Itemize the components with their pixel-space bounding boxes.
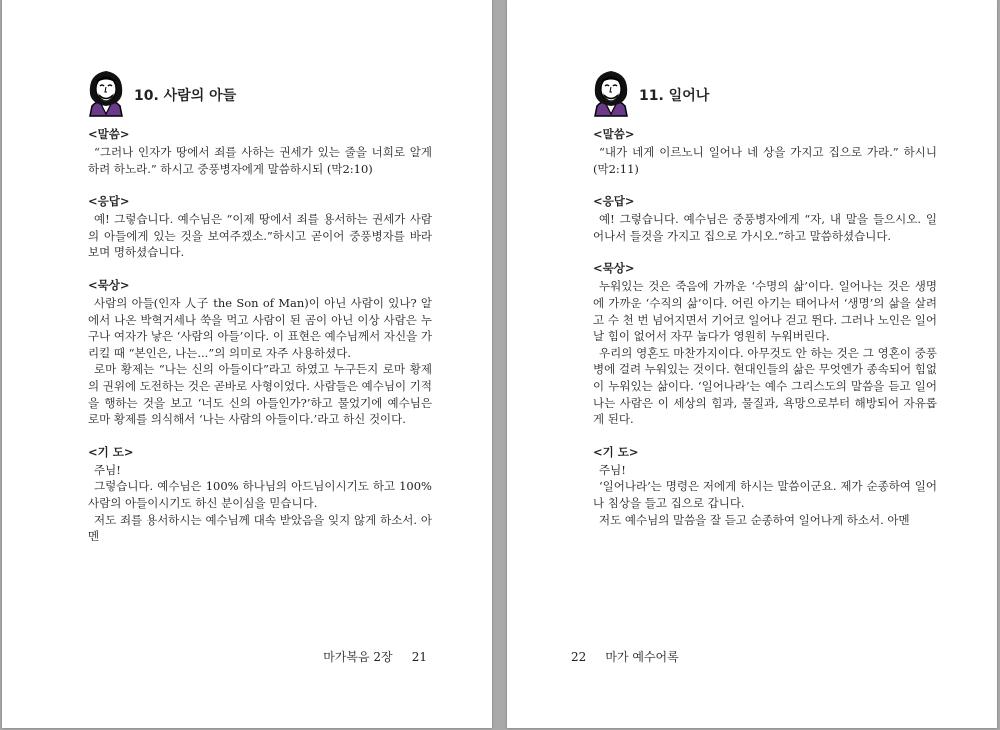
section-label: <응답>: [593, 194, 635, 209]
chapter-body: [593, 124, 937, 542]
paragraph: ‘일어나라’는 명령은 저에게 하시는 말씀이군요. 제가 순종하여 일어나 침상을 들고 집으로 갑니다.: [593, 479, 937, 510]
section-label: <묵상>: [593, 261, 635, 276]
section-meditation: [88, 275, 432, 428]
paragraph: 예! 그렇습니다. 예수님은 “이제 땅에서 죄를 용서하는 권세가 사람의 아들에게 있는 것을 보여주겠소.”하시고 곧이어 중풍병자를 바라보며 명하셨습니다.: [88, 212, 432, 260]
paragraph: 사람의 아들(인자 人子 the Son of Man)이 아닌 사람이 있나? 알에서 나온 박혁거세나 쑥을 먹고 사람이 된 곰이 아닌 이상 사람은 누구나 여자가 낳은 ‘사람의 아들’이다. 이 표현은 예수님께서 자신을 가리킬 때 “본인은, 나는...”의 의미로 자주 사용하셨다.: [88, 295, 432, 360]
paragraph: “내가 네게 이르노니 일어나 네 상을 가지고 집으로 가라.” 하시니 (막2:11): [593, 145, 937, 176]
paragraph: 예! 그렇습니다. 예수님은 중풍병자에게 “자, 내 말을 들으시오. 일어나서 들것을 가지고 집으로 가시오.”하고 말씀하셨습니다.: [593, 212, 937, 243]
section-label: <말씀>: [593, 127, 635, 141]
jesus-face-icon: [82, 68, 132, 118]
section-word: [88, 124, 432, 177]
section-response: [88, 191, 432, 261]
section-word: [593, 124, 937, 177]
paragraph: 저도 죄를 용서하시는 예수님께 대속 받았음을 잊지 않게 하소서. 아멘: [88, 512, 432, 544]
section-label: <말씀>: [88, 127, 130, 141]
paragraph: 우리의 영혼도 마찬가지이다. 아무것도 안 하는 것은 그 영혼이 중풍병에 걸려 누워있는 것이다. 현대인들의 삶은 무엇엔가 종속되어 힘없이 누워있는 삶이다. ‘일어나라’는 예수 그리스도의 말씀을 듣고 일어나는 사람은 이 세상의 힘과, 물질과, 욕망으로부터 해방되어 자유롭게 된다.: [593, 345, 937, 427]
chapter-body: [88, 124, 432, 559]
page-footer: [571, 648, 679, 665]
footer-book: 마가 예수어록: [605, 650, 679, 664]
paragraph: 로마 황제는 “나는 신의 아들이다”라고 하였고 누구든지 로마 황제의 권위에 도전하는 것은 곧바로 사형이었다. 사람들은 예수님이 기적을 행하는 것을 보고 ‘너도 신의 아들인가?’하고 물었기에 예수님은 로마 황제를 의식해서 ‘나는 사람의 아들이다.’라고 하신 것이다.: [88, 362, 432, 427]
section-label: <묵상>: [88, 277, 130, 292]
section-label: <응답>: [88, 194, 130, 209]
paragraph: 그렇습니다. 예수님은 100% 하나님의 아드님이시기도 하고 100% 사람의 아들이시기도 하신 분이심을 믿습니다.: [88, 479, 432, 510]
paragraph: 주님!: [94, 462, 121, 477]
paragraph: 누워있는 것은 죽음에 가까운 ‘수명의 삶’이다. 일어나는 것은 생명에 가까운 ‘수직의 삶’이다. 어린 아기는 태어나서 ‘생명’의 삶을 살려고 수 천 번 넘어지면서 기어코 일어나 걷고 뛴다. 그러나 노인은 일어날 힘이 없어서 자꾸 눕다가 영원히 누워버린다.: [593, 279, 937, 344]
section-label: <기 도>: [88, 444, 134, 459]
jesus-face-icon: [587, 68, 637, 118]
page-number: 22: [571, 650, 587, 664]
chapter-title: 11. 일어나: [639, 88, 710, 104]
left-page: [2, 0, 492, 728]
paragraph: “그러나 인자가 땅에서 죄를 사하는 권세가 있는 줄을 너희로 알게 하려 하노라.” 하시고 중풍병자에게 말씀하시되 (막2:10): [88, 145, 432, 176]
footer-book: 마가복음 2장: [323, 650, 393, 664]
paragraph: 주님!: [599, 462, 626, 477]
paragraph: 저도 예수님의 말씀을 잘 듣고 순종하여 일어나게 하소서. 아멘: [599, 512, 910, 527]
section-prayer: [593, 442, 937, 528]
section-prayer: [88, 442, 432, 545]
section-label: <기 도>: [593, 444, 639, 459]
section-response: [593, 191, 937, 244]
right-page: [507, 0, 997, 728]
page-number: 21: [411, 650, 427, 664]
page-footer: [323, 648, 427, 665]
section-meditation: [593, 258, 937, 427]
chapter-title: 10. 사람의 아들: [134, 88, 237, 104]
